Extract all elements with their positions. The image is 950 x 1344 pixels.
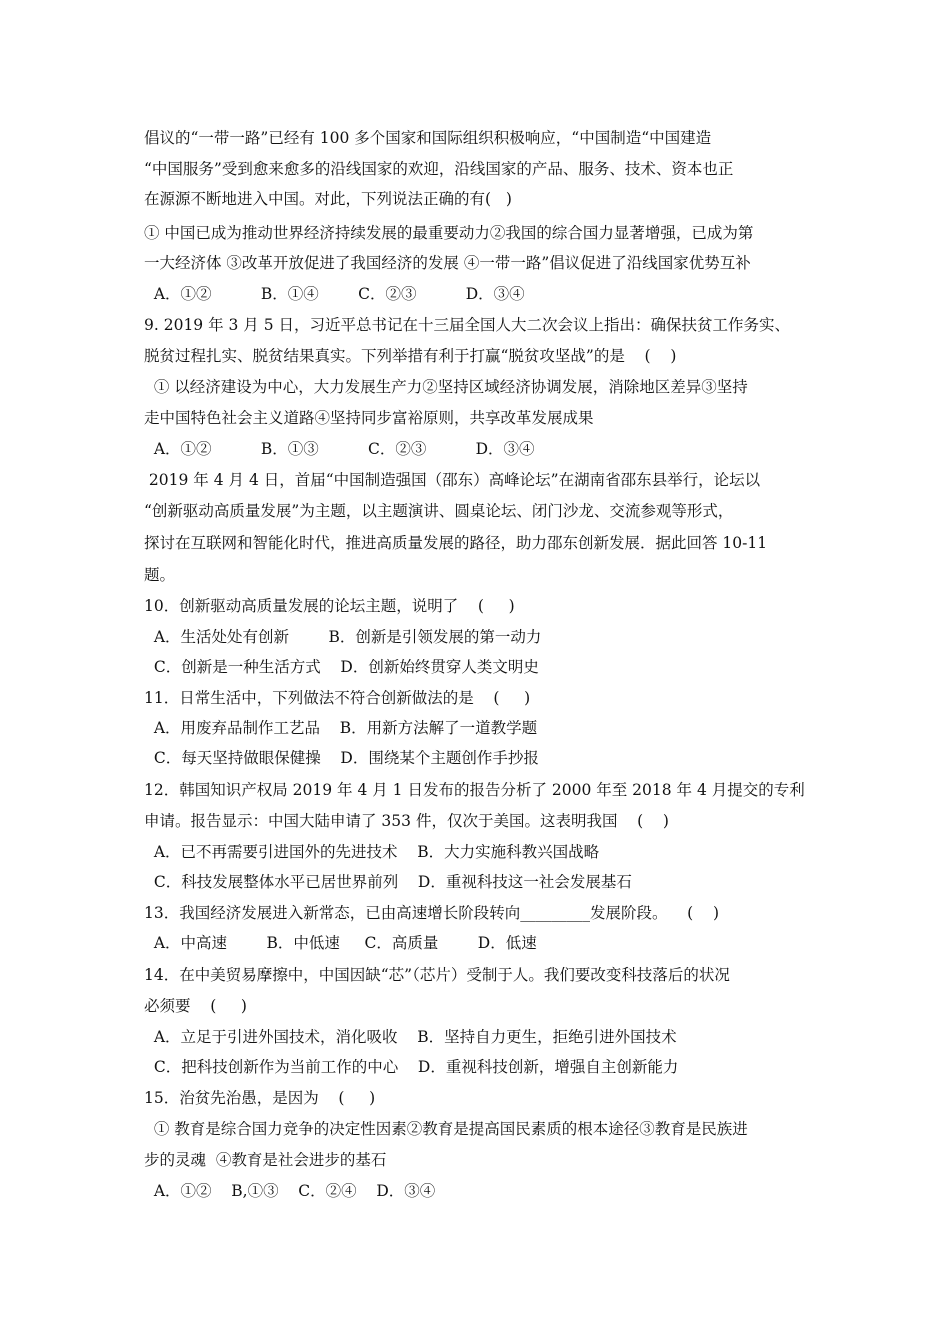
- text-line: 申请。报告显示：中国大陆申请了 353 件，仅次于美国。这表明我国 ( ): [144, 812, 669, 830]
- question-10: 10．创新驱动高质量发展的论坛主题，说明了 ( ): [144, 597, 515, 615]
- answer-options: A．①② B,①③ C．②④ D．③④: [144, 1182, 436, 1200]
- text-line: 一大经济体 ③改革开放促进了我国经济的发展 ④一带一路”倡议促进了沿线国家优势互补: [144, 254, 751, 272]
- text-line: 走中国特色社会主义道路④坚持同步富裕原则，共享改革发展成果: [144, 409, 594, 427]
- text-line: ① 以经济建设为中心，大力发展生产力②坚持区域经济协调发展，消除地区差异③坚持: [144, 378, 748, 396]
- text-line: 探讨在互联网和智能化时代，推进高质量发展的路径，助力邵东创新发展．据此回答 10-11: [144, 534, 768, 552]
- answer-options: C．科技发展整体水平已居世界前列 D．重视科技这一社会发展基石: [144, 873, 632, 891]
- text-line: 脱贫过程扎实、脱贫结果真实。下列举措有利于打赢“脱贫攻坚战”的是 ( ): [144, 347, 677, 365]
- answer-options: A．①② B．①③ C．②③ D．③④: [144, 440, 535, 458]
- text-line: ① 教育是综合国力竞争的决定性因素②教育是提高国民素质的根本途径③教育是民族进: [144, 1120, 748, 1138]
- answer-options: C．把科技创新作为当前工作的中心 D．重视科技创新，增强自主创新能力: [144, 1058, 679, 1076]
- text-line: 倡议的“一带一路”已经有 100 多个国家和国际组织积极响应，“中国制造“中国建造: [144, 129, 712, 147]
- answer-options: C．每天坚持做眼保健操 D．围绕某个主题创作手抄报: [144, 749, 539, 767]
- answer-options: A．已不再需要引进国外的先进技术 B．大力实施科教兴国战略: [144, 843, 600, 861]
- answer-options: A．①② B．①④ C．②③ D．③④: [144, 285, 525, 303]
- question-11: 11．日常生活中，下列做法不符合创新做法的是 ( ): [144, 689, 531, 707]
- answer-options: A．立足于引进外国技术，消化吸收 B．坚持自力更生，拒绝引进外国技术: [144, 1028, 677, 1046]
- text-line: “中国服务”受到愈来愈多的沿线国家的欢迎，沿线国家的产品、服务、技术、资本也正: [144, 160, 734, 178]
- text-line: ① 中国已成为推动世界经济持续发展的最重要动力②我国的综合国力显著增强，已成为第: [144, 224, 754, 242]
- answer-options: A．用废弃品制作工艺品 B．用新方法解了一道教学题: [144, 719, 538, 737]
- text-line: “创新驱动高质量发展”为主题，以主题演讲、圆桌论坛、闭门沙龙、交流参观等形式，: [144, 502, 734, 520]
- question-14: 14．在中美贸易摩擦中，中国因缺“芯”（芯片）受制于人。我们要改变科技落后的状况: [144, 966, 730, 984]
- text-line: 必须要 ( ): [144, 997, 247, 1015]
- text-line: 2019 年 4 月 4 日，首届“中国制造强国（邵东）高峰论坛”在湖南省邵东县举行，论坛以: [144, 471, 761, 489]
- answer-options: C．创新是一种生活方式 D．创新始终贯穿人类文明史: [144, 658, 539, 676]
- text-line: 在源源不断地进入中国。对此，下列说法正确的有( ): [144, 190, 512, 208]
- answer-options: A．中高速 B．中低速 C．高质量 D．低速: [144, 934, 537, 952]
- answer-options: A．生活处处有创新 B．创新是引领发展的第一动力: [144, 628, 542, 646]
- text-line: 题。: [144, 566, 176, 584]
- text-line: 步的灵魂 ④教育是社会进步的基石: [144, 1151, 387, 1169]
- question-13: 13．我国经济发展进入新常态，已由高速增长阶段转向_________发展阶段。 ( ): [144, 904, 719, 922]
- question-12: 12．韩国知识产权局 2019 年 4 月 1 日发布的报告分析了 2000 年至 2018 年 4 月提交的专利: [144, 781, 805, 799]
- question-9: 9. 2019 年 3 月 5 日，习近平总书记在十三届全国人大二次会议上指出：确保扶贫工作务实、: [144, 316, 791, 334]
- question-15: 15．治贫先治愚，是因为 ( ): [144, 1089, 376, 1107]
